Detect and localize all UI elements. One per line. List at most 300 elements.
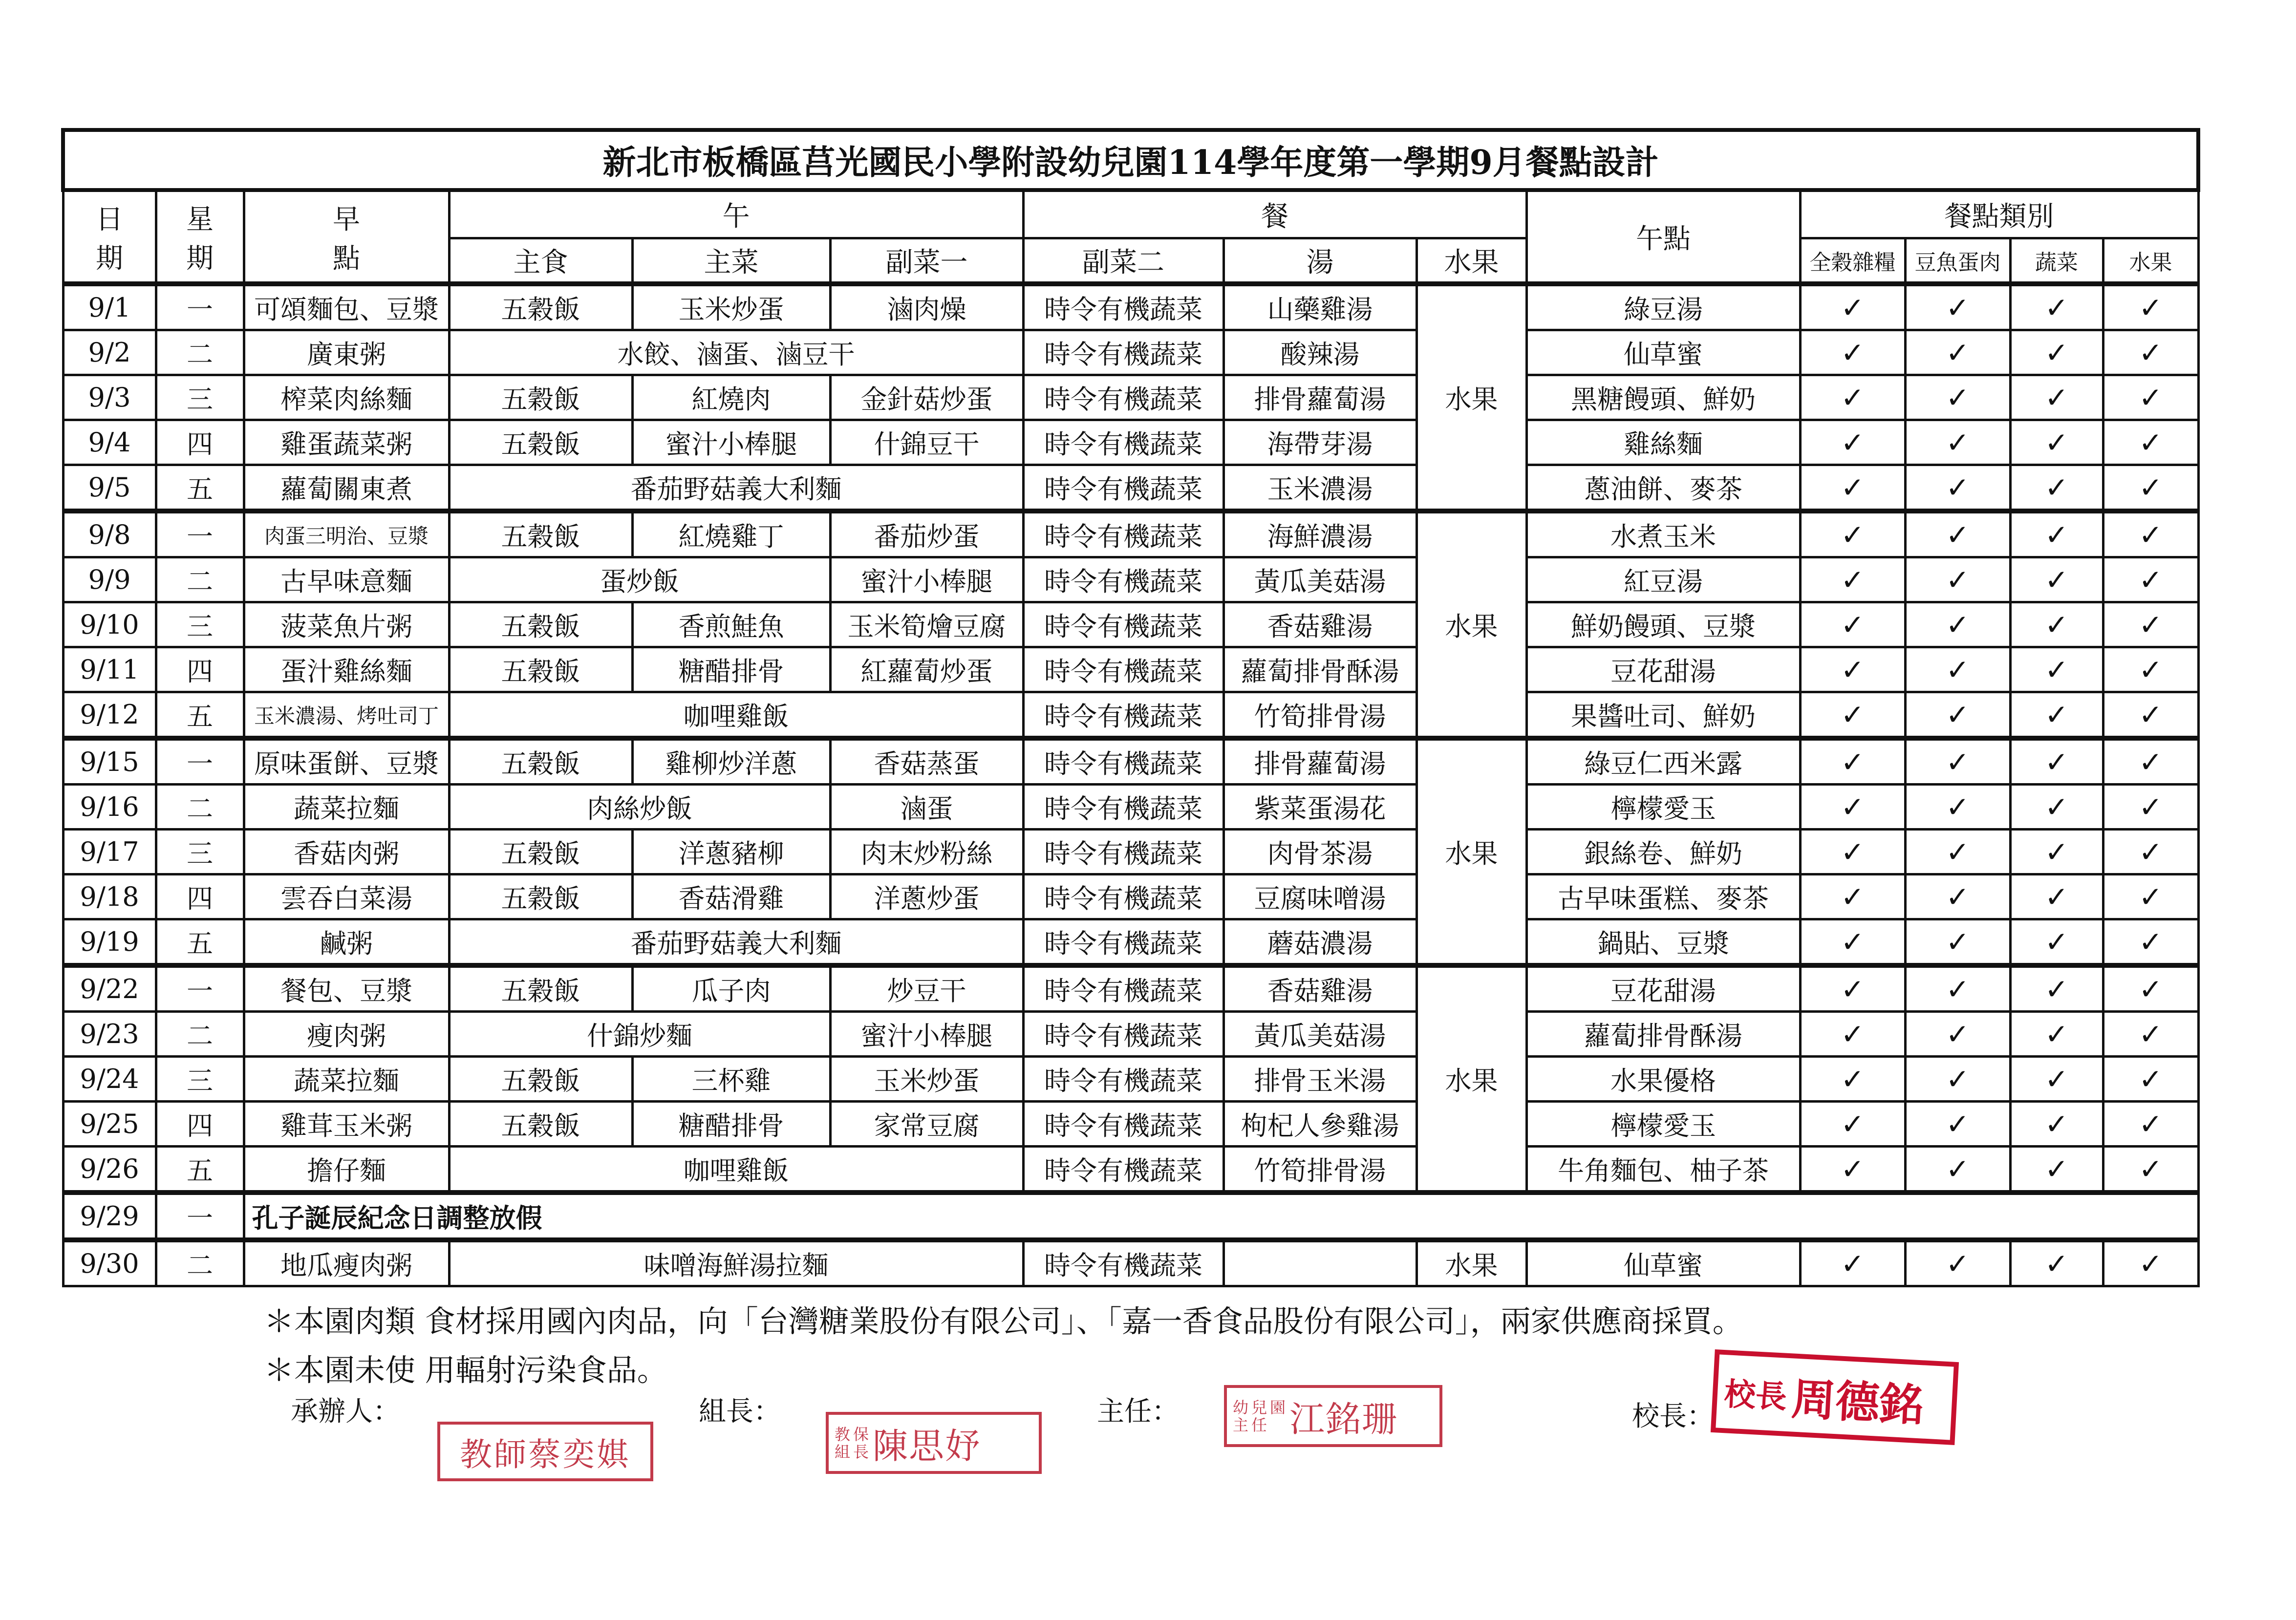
- weekday-cell: 一: [156, 511, 244, 557]
- breakfast-cell: 蔬菜拉麵: [244, 1057, 449, 1102]
- main-dish-cell: 紅燒肉: [632, 375, 830, 420]
- soup-cell: 肉骨茶湯: [1223, 830, 1416, 874]
- fruit-cell: 水果: [1416, 738, 1526, 965]
- staple-cell: 五穀飯: [449, 420, 632, 465]
- side1-cell: 肉末炒粉絲: [830, 830, 1023, 874]
- soup-cell: 香菇雞湯: [1223, 965, 1416, 1012]
- header-breakfast: 早 點: [244, 190, 449, 284]
- check-mark: ✓: [1905, 919, 2010, 966]
- menu-row: [63, 965, 2198, 1012]
- menu-row: [63, 1012, 2198, 1057]
- breakfast-cell: 地瓜瘦肉粥: [244, 1240, 449, 1286]
- soup-cell: 排骨玉米湯: [1223, 1057, 1416, 1102]
- check-mark: ✓: [1905, 330, 2010, 375]
- main-dish-cell: 雞柳炒洋蔥: [632, 738, 830, 785]
- weekday-cell: 二: [156, 1012, 244, 1057]
- main-dish-cell: 蜜汁小棒腿: [632, 420, 830, 465]
- check-mark: ✓: [2010, 692, 2103, 739]
- check-mark: ✓: [1905, 465, 2010, 512]
- check-mark: ✓: [2010, 785, 2103, 830]
- header-category-fruit: 水果: [2103, 238, 2198, 284]
- staple-cell: 五穀飯: [449, 738, 632, 785]
- check-mark: ✓: [1905, 830, 2010, 874]
- check-mark: ✓: [2103, 830, 2198, 874]
- weekday-cell: 二: [156, 330, 244, 375]
- weekday-cell: 四: [156, 874, 244, 919]
- side2-cell: 時令有機蔬菜: [1023, 1147, 1223, 1193]
- header-category-protein: 豆魚蛋肉: [1905, 238, 2010, 284]
- soup-cell: [1223, 1240, 1416, 1286]
- snack-cell: 仙草蜜: [1526, 330, 1800, 375]
- soup-cell: 海帶芽湯: [1223, 420, 1416, 465]
- snack-cell: 雞絲麵: [1526, 420, 1800, 465]
- stamp-teacher: [437, 1422, 653, 1481]
- check-mark: ✓: [2103, 692, 2198, 739]
- header-category-vegetable: 蔬菜: [2010, 238, 2103, 284]
- soup-cell: 豆腐味噌湯: [1223, 874, 1416, 919]
- side1-cell: 家常豆腐: [830, 1102, 1023, 1147]
- soup-cell: 香菇雞湯: [1223, 602, 1416, 647]
- staple-cell: 五穀飯: [449, 511, 632, 557]
- main-dish-cell: 洋蔥豬柳: [632, 830, 830, 874]
- breakfast-cell: 古早味意麵: [244, 557, 449, 602]
- header-lunch-left: 午: [449, 190, 1023, 238]
- weekday-cell: 三: [156, 602, 244, 647]
- header-category-grains: 全穀雜糧: [1800, 238, 1905, 284]
- menu-row: [63, 1102, 2198, 1147]
- check-mark: ✓: [2010, 557, 2103, 602]
- weekday-cell: 一: [156, 965, 244, 1012]
- note-meat-source: ＊本園肉類 食材採用國內肉品，向「台灣糖業股份有限公司」、「嘉一香食品股份有限公司」，兩家供應商採買。: [264, 1303, 1743, 1339]
- header-date: 日 期: [63, 190, 156, 284]
- check-mark: ✓: [2103, 785, 2198, 830]
- check-mark: ✓: [1800, 557, 1905, 602]
- side1-cell: 滷肉燥: [830, 284, 1023, 330]
- menu-row: [63, 284, 2198, 330]
- main-dish-cell: 紅燒雞丁: [632, 511, 830, 557]
- side2-cell: 時令有機蔬菜: [1023, 602, 1223, 647]
- check-mark: ✓: [2103, 1240, 2198, 1286]
- side1-cell: 洋蔥炒蛋: [830, 874, 1023, 919]
- soup-cell: 蘿蔔排骨酥湯: [1223, 647, 1416, 692]
- snack-cell: 綠豆仁西米露: [1526, 738, 1800, 785]
- date-cell: 9/11: [63, 647, 156, 692]
- side2-cell: 時令有機蔬菜: [1023, 330, 1223, 375]
- menu-row: [63, 1240, 2198, 1286]
- main-dish-cell: 香菇滑雞: [632, 874, 830, 919]
- breakfast-cell: 菠菜魚片粥: [244, 602, 449, 647]
- check-mark: ✓: [2010, 1102, 2103, 1147]
- check-mark: ✓: [2010, 874, 2103, 919]
- date-cell: 9/24: [63, 1057, 156, 1102]
- weekday-cell: 二: [156, 785, 244, 830]
- staple-cell: 五穀飯: [449, 647, 632, 692]
- weekday-cell: 三: [156, 830, 244, 874]
- check-mark: ✓: [1800, 375, 1905, 420]
- weekday-cell: 五: [156, 919, 244, 966]
- breakfast-cell: 廣東粥: [244, 330, 449, 375]
- check-mark: ✓: [2103, 602, 2198, 647]
- weekday-cell: 四: [156, 1102, 244, 1147]
- check-mark: ✓: [2103, 919, 2198, 966]
- check-mark: ✓: [1905, 602, 2010, 647]
- side1-cell: 番茄炒蛋: [830, 511, 1023, 557]
- check-mark: ✓: [2010, 375, 2103, 420]
- check-mark: ✓: [2103, 874, 2198, 919]
- snack-cell: 綠豆湯: [1526, 284, 1800, 330]
- weekday-cell: 一: [156, 1193, 244, 1240]
- header-category: 餐點類別: [1800, 190, 2198, 238]
- check-mark: ✓: [2010, 330, 2103, 375]
- date-cell: 9/1: [63, 284, 156, 330]
- menu-row: [63, 830, 2198, 874]
- check-mark: ✓: [2010, 1147, 2103, 1193]
- signature-leader-label: 組長：: [699, 1396, 781, 1428]
- menu-row: [63, 647, 2198, 692]
- side2-cell: 時令有機蔬菜: [1023, 1102, 1223, 1147]
- side2-cell: 時令有機蔬菜: [1023, 919, 1223, 966]
- header-side2: 副菜二: [1023, 238, 1223, 284]
- header-weekday: 星 期: [156, 190, 244, 284]
- check-mark: ✓: [1905, 557, 2010, 602]
- stamp-leader: [826, 1412, 1042, 1474]
- check-mark: ✓: [1800, 330, 1905, 375]
- side2-cell: 時令有機蔬菜: [1023, 284, 1223, 330]
- lunch-combined-cell: 番茄野菇義大利麵: [449, 919, 1023, 966]
- soup-cell: 紫菜蛋湯花: [1223, 785, 1416, 830]
- side2-cell: 時令有機蔬菜: [1023, 874, 1223, 919]
- check-mark: ✓: [1905, 1240, 2010, 1286]
- check-mark: ✓: [2010, 420, 2103, 465]
- stamp-teacher-text: 教師蔡奕娸: [460, 1435, 631, 1473]
- stamp-leader-name: 陳思妤: [873, 1425, 982, 1467]
- weekday-cell: 四: [156, 420, 244, 465]
- date-cell: 9/8: [63, 511, 156, 557]
- main-dish-cell: 玉米炒蛋: [632, 284, 830, 330]
- check-mark: ✓: [1800, 284, 1905, 330]
- side2-cell: 時令有機蔬菜: [1023, 465, 1223, 512]
- breakfast-cell: 雞蛋蔬菜粥: [244, 420, 449, 465]
- side2-cell: 時令有機蔬菜: [1023, 785, 1223, 830]
- main-dish-cell: 香煎鮭魚: [632, 602, 830, 647]
- soup-cell: 山藥雞湯: [1223, 284, 1416, 330]
- check-mark: ✓: [2103, 1057, 2198, 1102]
- weekday-cell: 五: [156, 1147, 244, 1193]
- date-cell: 9/22: [63, 965, 156, 1012]
- breakfast-cell: 鹹粥: [244, 919, 449, 966]
- check-mark: ✓: [2103, 375, 2198, 420]
- header-snack: 午點: [1526, 190, 1800, 284]
- menu-row: [63, 692, 2198, 739]
- date-cell: 9/23: [63, 1012, 156, 1057]
- stamp-director: [1224, 1385, 1442, 1447]
- breakfast-cell: 瘦肉粥: [244, 1012, 449, 1057]
- side1-cell: 玉米炒蛋: [830, 1057, 1023, 1102]
- menu-row: [63, 465, 2198, 512]
- weekday-cell: 三: [156, 375, 244, 420]
- snack-cell: 檸檬愛玉: [1526, 1102, 1800, 1147]
- check-mark: ✓: [1800, 1057, 1905, 1102]
- menu-row: [63, 1057, 2198, 1102]
- signature-handler-label: 承辦人：: [291, 1396, 400, 1428]
- check-mark: ✓: [2010, 965, 2103, 1012]
- snack-cell: 蘿蔔排骨酥湯: [1526, 1012, 1800, 1057]
- soup-cell: 枸杞人參雞湯: [1223, 1102, 1416, 1147]
- header-fruit: 水果: [1416, 238, 1526, 284]
- soup-cell: 排骨蘿蔔湯: [1223, 375, 1416, 420]
- weekday-cell: 五: [156, 692, 244, 739]
- side1-cell: 香菇蒸蛋: [830, 738, 1023, 785]
- breakfast-cell: 蘿蔔關東煮: [244, 465, 449, 512]
- signature-principal-label: 校長：: [1632, 1401, 1714, 1432]
- staple-cell: 五穀飯: [449, 284, 632, 330]
- date-cell: 9/5: [63, 465, 156, 512]
- check-mark: ✓: [2010, 1240, 2103, 1286]
- menu-row: [63, 919, 2198, 966]
- date-cell: 9/25: [63, 1102, 156, 1147]
- breakfast-cell: 雞茸玉米粥: [244, 1102, 449, 1147]
- lunch-combined-cell: 蛋炒飯: [449, 557, 830, 602]
- side1-cell: 玉米筍燴豆腐: [830, 602, 1023, 647]
- check-mark: ✓: [1905, 647, 2010, 692]
- check-mark: ✓: [2010, 284, 2103, 330]
- header-staple: 主食: [449, 238, 632, 284]
- check-mark: ✓: [1905, 1012, 2010, 1057]
- date-cell: 9/26: [63, 1147, 156, 1193]
- lunch-combined-cell: 咖哩雞飯: [449, 692, 1023, 739]
- breakfast-cell: 擔仔麵: [244, 1147, 449, 1193]
- date-cell: 9/9: [63, 557, 156, 602]
- staple-cell: 五穀飯: [449, 1057, 632, 1102]
- soup-cell: 竹筍排骨湯: [1223, 692, 1416, 739]
- breakfast-cell: 香菇肉粥: [244, 830, 449, 874]
- date-cell: 9/18: [63, 874, 156, 919]
- side1-cell: 金針菇炒蛋: [830, 375, 1023, 420]
- side2-cell: 時令有機蔬菜: [1023, 420, 1223, 465]
- menu-row: [63, 1147, 2198, 1193]
- check-mark: ✓: [1800, 785, 1905, 830]
- check-mark: ✓: [2010, 647, 2103, 692]
- note-radiation: ＊本園未使 用輻射污染食品。: [264, 1352, 667, 1388]
- check-mark: ✓: [2103, 1012, 2198, 1057]
- fruit-cell: 水果: [1416, 1240, 1526, 1286]
- stamp-principal-name: 周德銘: [1790, 1373, 1925, 1432]
- menu-row: [63, 874, 2198, 919]
- side1-cell: 紅蘿蔔炒蛋: [830, 647, 1023, 692]
- menu-row: [63, 375, 2198, 420]
- staple-cell: 五穀飯: [449, 602, 632, 647]
- soup-cell: 玉米濃湯: [1223, 465, 1416, 512]
- snack-cell: 銀絲卷、鮮奶: [1526, 830, 1800, 874]
- header-lunch-right: 餐: [1023, 190, 1526, 238]
- snack-cell: 蔥油餅、麥茶: [1526, 465, 1800, 512]
- check-mark: ✓: [1800, 1012, 1905, 1057]
- side2-cell: 時令有機蔬菜: [1023, 557, 1223, 602]
- weekday-cell: 五: [156, 465, 244, 512]
- weekday-cell: 二: [156, 1240, 244, 1286]
- staple-cell: 五穀飯: [449, 830, 632, 874]
- check-mark: ✓: [2103, 1102, 2198, 1147]
- check-mark: ✓: [2103, 647, 2198, 692]
- check-mark: ✓: [1905, 1057, 2010, 1102]
- check-mark: ✓: [2103, 284, 2198, 330]
- side2-cell: 時令有機蔬菜: [1023, 1240, 1223, 1286]
- soup-cell: 黃瓜美菇湯: [1223, 557, 1416, 602]
- menu-row: [63, 738, 2198, 785]
- check-mark: ✓: [2103, 330, 2198, 375]
- side2-cell: 時令有機蔬菜: [1023, 647, 1223, 692]
- soup-cell: 蘑菇濃湯: [1223, 919, 1416, 966]
- side2-cell: 時令有機蔬菜: [1023, 965, 1223, 1012]
- menu-row: [63, 785, 2198, 830]
- snack-cell: 牛角麵包、柚子茶: [1526, 1147, 1800, 1193]
- check-mark: ✓: [1800, 1102, 1905, 1147]
- weekday-cell: 二: [156, 557, 244, 602]
- holiday-cell: 孔子誕辰紀念日調整放假: [244, 1193, 2198, 1240]
- lunch-combined-cell: 味噌海鮮湯拉麵: [449, 1240, 1023, 1286]
- snack-cell: 紅豆湯: [1526, 557, 1800, 602]
- check-mark: ✓: [1800, 420, 1905, 465]
- soup-cell: 排骨蘿蔔湯: [1223, 738, 1416, 785]
- check-mark: ✓: [1800, 874, 1905, 919]
- snack-cell: 黑糖饅頭、鮮奶: [1526, 375, 1800, 420]
- lunch-combined-cell: 肉絲炒飯: [449, 785, 830, 830]
- menu-row: [63, 1193, 2198, 1240]
- menu-row: [63, 602, 2198, 647]
- check-mark: ✓: [1905, 284, 2010, 330]
- main-dish-cell: 瓜子肉: [632, 965, 830, 1012]
- check-mark: ✓: [2010, 511, 2103, 557]
- soup-cell: 竹筍排骨湯: [1223, 1147, 1416, 1193]
- check-mark: ✓: [1800, 1147, 1905, 1193]
- snack-cell: 豆花甜湯: [1526, 965, 1800, 1012]
- soup-cell: 黃瓜美菇湯: [1223, 1012, 1416, 1057]
- menu-row: [63, 420, 2198, 465]
- snack-cell: 果醬吐司、鮮奶: [1526, 692, 1800, 739]
- stamp-director-name: 江銘珊: [1289, 1398, 1398, 1440]
- side1-cell: 炒豆干: [830, 965, 1023, 1012]
- breakfast-cell: 雲吞白菜湯: [244, 874, 449, 919]
- check-mark: ✓: [2103, 738, 2198, 785]
- lunch-combined-cell: 什錦炒麵: [449, 1012, 830, 1057]
- breakfast-cell: 蔬菜拉麵: [244, 785, 449, 830]
- lunch-combined-cell: 番茄野菇義大利麵: [449, 465, 1023, 512]
- check-mark: ✓: [1905, 1102, 2010, 1147]
- date-cell: 9/4: [63, 420, 156, 465]
- date-cell: 9/3: [63, 375, 156, 420]
- staple-cell: 五穀飯: [449, 874, 632, 919]
- check-mark: ✓: [1905, 785, 2010, 830]
- menu-table: [61, 128, 2200, 1287]
- date-cell: 9/12: [63, 692, 156, 739]
- check-mark: ✓: [1905, 511, 2010, 557]
- side2-cell: 時令有機蔬菜: [1023, 1012, 1223, 1057]
- snack-cell: 檸檬愛玉: [1526, 785, 1800, 830]
- date-cell: 9/29: [63, 1193, 156, 1240]
- page-title: 新北市板橋區莒光國民小學附設幼兒園114學年度第一學期9月餐點設計: [63, 130, 2198, 190]
- weekday-cell: 一: [156, 284, 244, 330]
- stamp-leader-title: 教 保 組 長: [835, 1425, 869, 1461]
- breakfast-cell: 餐包、豆漿: [244, 965, 449, 1012]
- date-cell: 9/16: [63, 785, 156, 830]
- menu-row: [63, 511, 2198, 557]
- weekday-cell: 三: [156, 1057, 244, 1102]
- check-mark: ✓: [2010, 1012, 2103, 1057]
- snack-cell: 古早味蛋糕、麥茶: [1526, 874, 1800, 919]
- check-mark: ✓: [1905, 692, 2010, 739]
- header-side1: 副菜一: [830, 238, 1023, 284]
- stamp-principal-title: 校長: [1723, 1376, 1788, 1416]
- menu-body: [63, 284, 2198, 1286]
- date-cell: 9/10: [63, 602, 156, 647]
- side2-cell: 時令有機蔬菜: [1023, 692, 1223, 739]
- side2-cell: 時令有機蔬菜: [1023, 511, 1223, 557]
- check-mark: ✓: [2103, 420, 2198, 465]
- lunch-combined-cell: 咖哩雞飯: [449, 1147, 1023, 1193]
- staple-cell: 五穀飯: [449, 1102, 632, 1147]
- check-mark: ✓: [1800, 692, 1905, 739]
- side2-cell: 時令有機蔬菜: [1023, 830, 1223, 874]
- side1-cell: 蜜汁小棒腿: [830, 557, 1023, 602]
- main-dish-cell: 糖醋排骨: [632, 1102, 830, 1147]
- date-cell: 9/19: [63, 919, 156, 966]
- check-mark: ✓: [2103, 511, 2198, 557]
- date-cell: 9/17: [63, 830, 156, 874]
- fruit-cell: 水果: [1416, 511, 1526, 738]
- check-mark: ✓: [2103, 465, 2198, 512]
- snack-cell: 仙草蜜: [1526, 1240, 1800, 1286]
- signature-director-label: 主任：: [1097, 1396, 1179, 1428]
- soup-cell: 海鮮濃湯: [1223, 511, 1416, 557]
- check-mark: ✓: [2010, 1057, 2103, 1102]
- check-mark: ✓: [2103, 965, 2198, 1012]
- check-mark: ✓: [1800, 919, 1905, 966]
- check-mark: ✓: [1800, 465, 1905, 512]
- menu-row: [63, 557, 2198, 602]
- check-mark: ✓: [1800, 830, 1905, 874]
- soup-cell: 酸辣湯: [1223, 330, 1416, 375]
- check-mark: ✓: [1800, 647, 1905, 692]
- date-cell: 9/15: [63, 738, 156, 785]
- breakfast-cell: 可頌麵包、豆漿: [244, 284, 449, 330]
- fruit-cell: 水果: [1416, 284, 1526, 511]
- snack-cell: 豆花甜湯: [1526, 647, 1800, 692]
- snack-cell: 鮮奶饅頭、豆漿: [1526, 602, 1800, 647]
- staple-cell: 五穀飯: [449, 965, 632, 1012]
- check-mark: ✓: [1905, 420, 2010, 465]
- breakfast-cell: 肉蛋三明治、豆漿: [244, 511, 449, 557]
- side2-cell: 時令有機蔬菜: [1023, 375, 1223, 420]
- check-mark: ✓: [1905, 1147, 2010, 1193]
- check-mark: ✓: [1800, 1240, 1905, 1286]
- check-mark: ✓: [2103, 1147, 2198, 1193]
- check-mark: ✓: [2010, 738, 2103, 785]
- breakfast-cell: 榨菜肉絲麵: [244, 375, 449, 420]
- snack-cell: 水煮玉米: [1526, 511, 1800, 557]
- check-mark: ✓: [1800, 511, 1905, 557]
- breakfast-cell: 蛋汁雞絲麵: [244, 647, 449, 692]
- side2-cell: 時令有機蔬菜: [1023, 738, 1223, 785]
- check-mark: ✓: [2010, 602, 2103, 647]
- side1-cell: 什錦豆干: [830, 420, 1023, 465]
- snack-cell: 水果優格: [1526, 1057, 1800, 1102]
- main-dish-cell: 糖醋排骨: [632, 647, 830, 692]
- check-mark: ✓: [2010, 465, 2103, 512]
- staple-cell: 五穀飯: [449, 375, 632, 420]
- check-mark: ✓: [2010, 919, 2103, 966]
- check-mark: ✓: [1800, 738, 1905, 785]
- side1-cell: 滷蛋: [830, 785, 1023, 830]
